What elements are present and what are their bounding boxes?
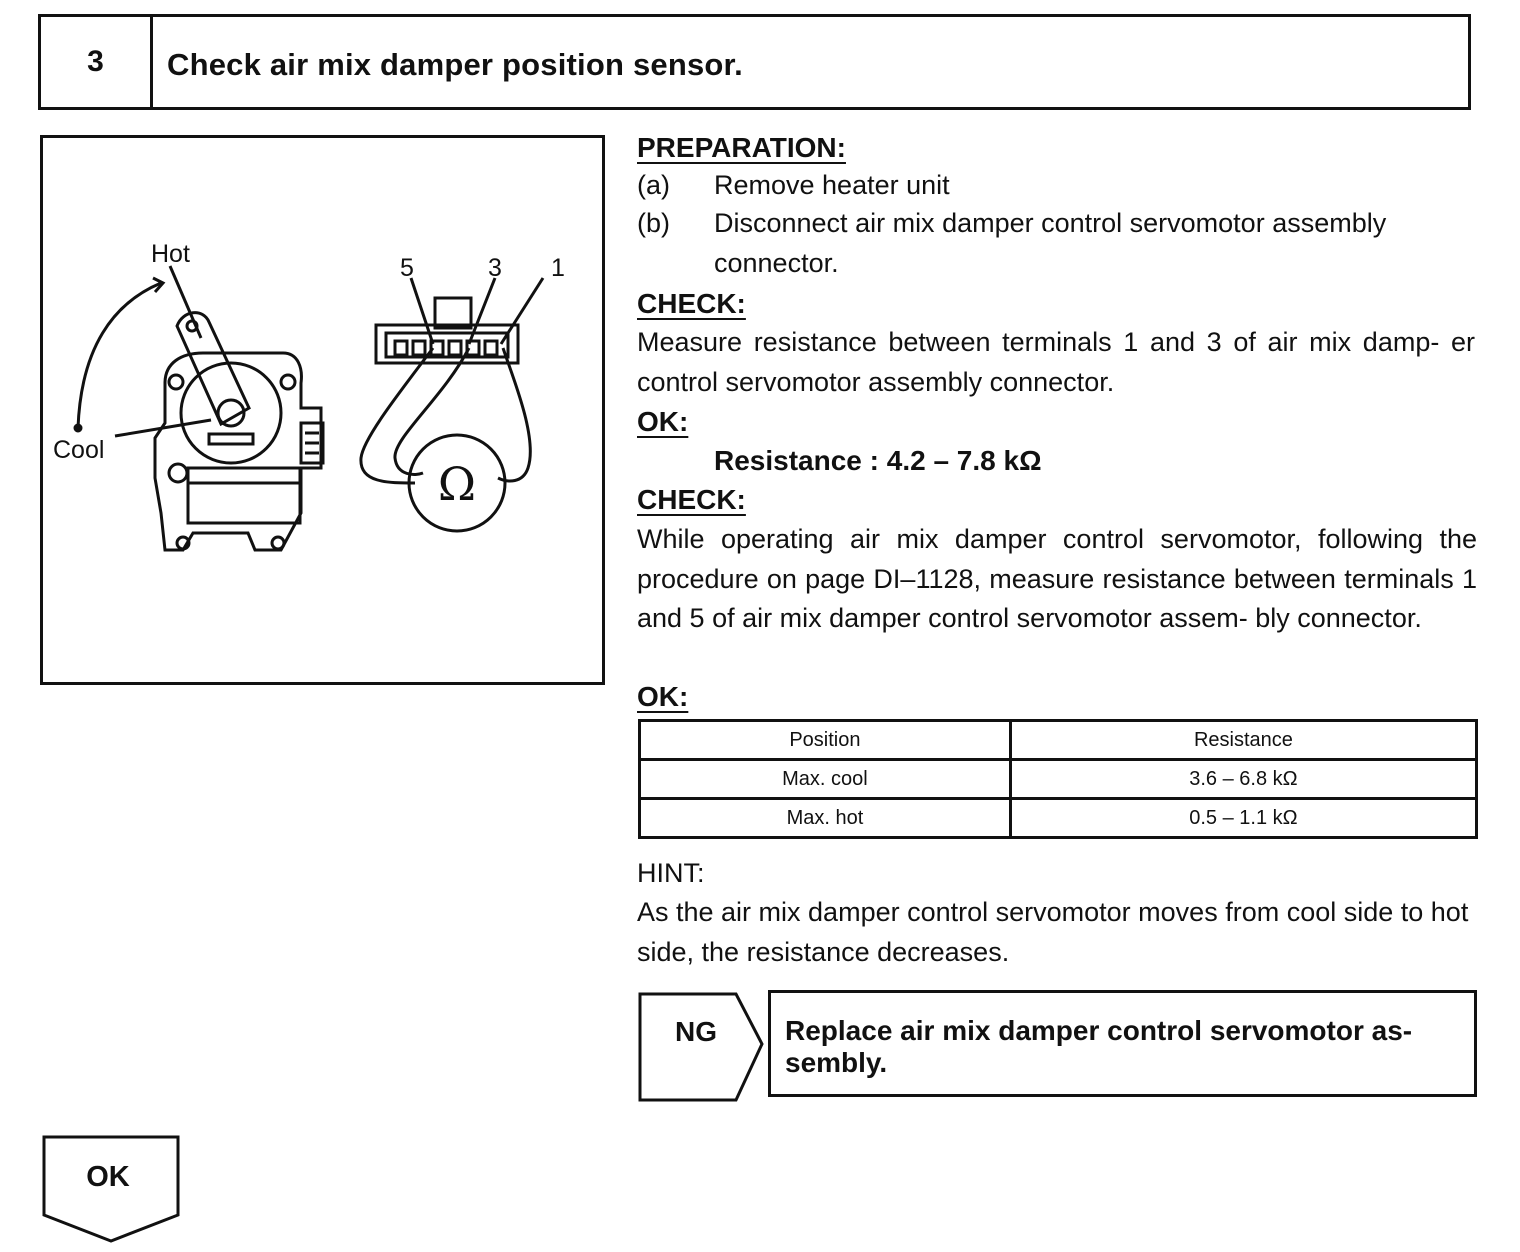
step-number: 3 [41, 17, 153, 107]
prep-item-a-marker: (a) [637, 170, 670, 200]
hint-heading: HINT: [637, 858, 705, 888]
step-header [38, 14, 1471, 110]
ok2-heading: OK: [637, 681, 689, 712]
column-header-position: Position [640, 721, 1011, 760]
cell-resistance: 0.5 – 1.1 kΩ [1010, 799, 1476, 838]
cell-resistance: 3.6 – 6.8 kΩ [1010, 760, 1476, 799]
cell-position: Max. cool [640, 760, 1011, 799]
table-header-row [640, 721, 1477, 760]
terminal-label-5: 5 [400, 254, 414, 282]
terminal-label-1: 1 [551, 254, 565, 282]
ok1-heading: OK: [637, 406, 689, 437]
check2-text: While operating air mix damper control servomotor, following the procedure on page DI–1128, measure resistance between terminals 1 and 5 of air mix damper control servomotor assem- bly connector. [637, 524, 1477, 633]
check1-heading: CHECK: [637, 288, 746, 319]
resistance-table [638, 719, 1478, 839]
preparation-heading: PREPARATION: [637, 132, 846, 163]
prep-item-b-text: Disconnect air mix damper control servomotor assembly [714, 208, 1387, 238]
column-header-resistance: Resistance [1010, 721, 1476, 760]
label-hot: Hot [151, 240, 190, 268]
label-cool: Cool [53, 436, 105, 464]
ng-action-box [768, 990, 1477, 1097]
ok1-spec: Resistance : 4.2 – 7.8 kΩ [714, 445, 1042, 476]
table-row [640, 799, 1477, 838]
prep-item-b-marker: (b) [637, 208, 670, 238]
servomotor-diagram [43, 138, 608, 688]
ng-label: NG [675, 1016, 717, 1047]
table-row [640, 760, 1477, 799]
ok-label: OK [86, 1161, 130, 1193]
sweep-arc [78, 283, 161, 428]
sensor-illustration [40, 135, 605, 685]
check1-text: Measure resistance between terminals 1 and 3 of air mix damp- er control servomotor assembly connector. [637, 327, 1475, 397]
step-title: Check air mix damper position sensor. [167, 47, 743, 82]
terminal-label-3: 3 [488, 254, 502, 282]
ng-action-text: Replace air mix damper control servomotor as- sembly. [785, 1015, 1413, 1078]
prep-item-b-text-cont: connector. [714, 248, 839, 278]
check2-heading: CHECK: [637, 484, 746, 515]
prep-item-a-text: Remove heater unit [714, 170, 950, 200]
ok-branch-marker [40, 1133, 184, 1250]
ohm-symbol: Ω [437, 457, 477, 511]
ng-branch-marker [636, 988, 768, 1109]
cell-position: Max. hot [640, 799, 1011, 838]
hint-text: As the air mix damper control servomotor moves from cool side to hot side, the resistance decreases. [637, 897, 1469, 967]
